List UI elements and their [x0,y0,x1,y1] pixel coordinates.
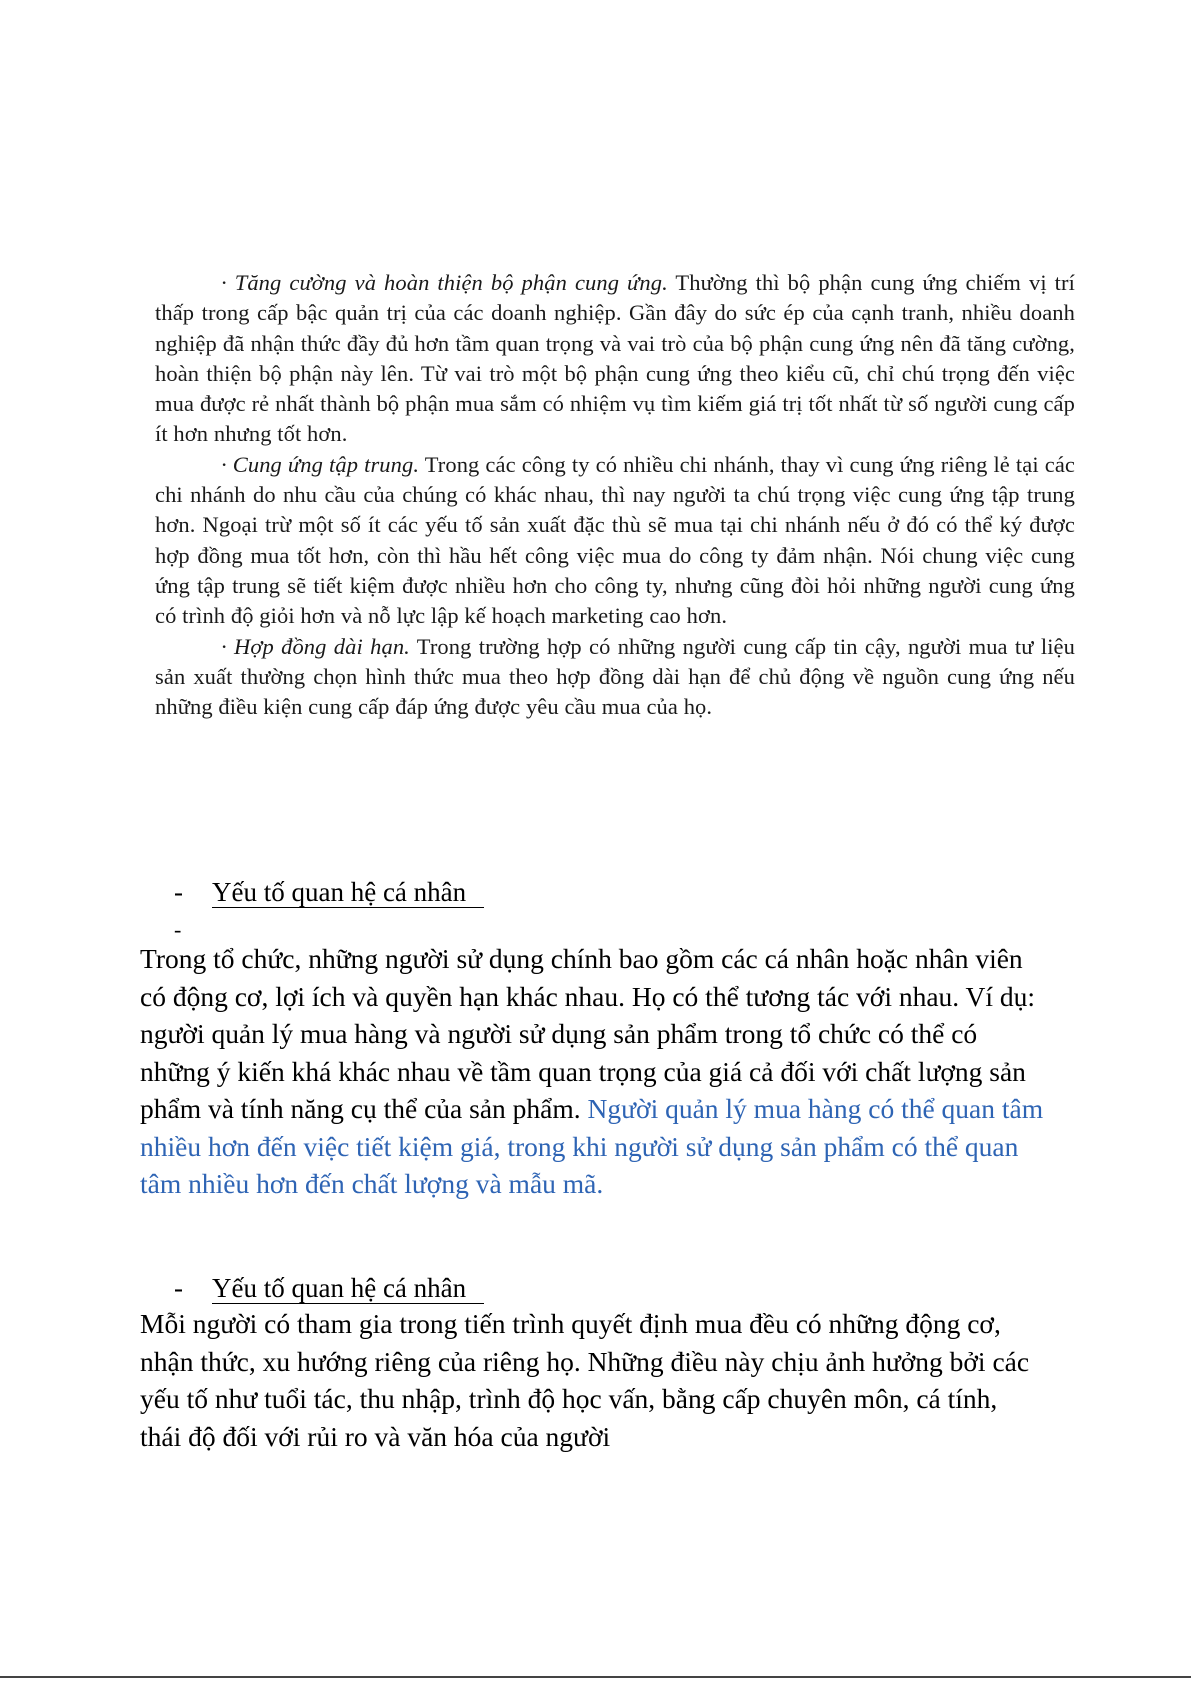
scan-paragraph-1-text: Thường thì bộ phận cung ứng chiếm vị trí thấp trong cấp bậc quản trị của các doanh nghiệp. Gần đây do sức ép của cạnh tranh, nhiều doanh nghiệp đã nhận thức đầy đủ hơn tầm quan trọng và vai trò của bộ phận cung ứng nên đã tăng cường, hoàn thiện bộ phận này lên. Từ vai trò một bộ phận cung ứng theo kiểu cũ, chỉ chú trọng đến việc mua được rẻ nhất thành bộ phận mua sắm có nhiệm vụ tìm kiếm giá trị tốt nhất từ số người cung cấp ít hơn nhưng tốt hơn. [155,270,1075,447]
scan-paragraph-2 [155,450,1075,632]
scanned-text-block [155,268,1075,722]
section-1-body [140,940,1045,1203]
section-2-dash: - [174,1273,183,1303]
scan-paragraph-3 [155,632,1075,723]
section-1-heading [174,876,484,908]
scan-paragraph-1 [155,268,1075,450]
section-1-dash: - [174,877,183,907]
bottom-scan-edge [0,1676,1191,1678]
scan-paragraph-3-text: Trong trường hợp có những người cung cấp tin cậy, người mua tư liệu sản xuất thường chọn hình thức mua theo hợp đồng dài hạn để chủ động về nguồn cung ứng nếu những điều kiện cung cấp đáp ứng được yêu cầu mua của họ. [155,633,1075,720]
stray-dash: - [174,917,182,942]
scan-paragraph-3-title: · Hợp đồng dài hạn. [221,633,410,659]
scan-paragraph-2-title: · Cung ứng tập trung. [221,451,420,477]
scan-paragraph-2-text: Trong các công ty có nhiều chi nhánh, thay vì cung ứng riêng lẻ tại các chi nhánh do nhu cầu của chúng có khác nhau, thì nay người ta chú trọng việc cung ứng tập trung hơn. Ngoại trừ một số ít các yếu tố sản xuất đặc thù sẽ mua tại chi nhánh nếu ở đó có thể ký được hợp đồng mua tốt hơn, còn thì hầu hết công việc mua do công ty đảm nhận. Nói chung việc cung ứng tập trung sẽ tiết kiệm được nhiều hơn cho công ty, nhưng cũng đòi hỏi những người cung ứng có trình độ giỏi hơn và nỗ lực lập kế hoạch marketing cao hơn. [155,451,1075,629]
section-2-heading-text: Yếu tố quan hệ cá nhân [212,1273,484,1304]
scan-paragraph-1-title: · Tăng cường và hoàn thiện bộ phận cung ứng. [221,270,668,295]
section-2-heading [174,1272,484,1304]
section-2-body: Mỗi người có tham gia trong tiến trình quyết định mua đều có những động cơ, nhận thức, xu hướng riêng của riêng họ. Những điều này chịu ảnh hưởng bởi các yếu tố như tuổi tác, thu nhập, trình độ học vấn, bằng cấp chuyên môn, cá tính, thái độ đối với rủi ro và văn hóa của người [140,1308,1030,1452]
section-1-body-highlight: Người quản lý mua hàng có thể quan tâm nhiều hơn đến việc tiết kiệm giá, trong khi người sử dụng sản phẩm có thể quan tâm nhiều hơn đến chất lượng và mẫu mã. [140,1093,1044,1199]
section-1-body-text: Trong tổ chức, những người sử dụng chính bao gồm các cá nhân hoặc nhân viên có động cơ, lợi ích và quyền hạn khác nhau. Họ có thể tương tác với nhau. Ví dụ: người quản lý mua hàng và người sử dụng sản phẩm trong tổ chức có thể có những ý kiến khá khác nhau về tầm quan trọng của giá cả đối với chất lượng sản phẩm và tính năng cụ thể của sản phẩm. [140,943,1036,1124]
section-1-heading-text: Yếu tố quan hệ cá nhân [212,877,484,908]
